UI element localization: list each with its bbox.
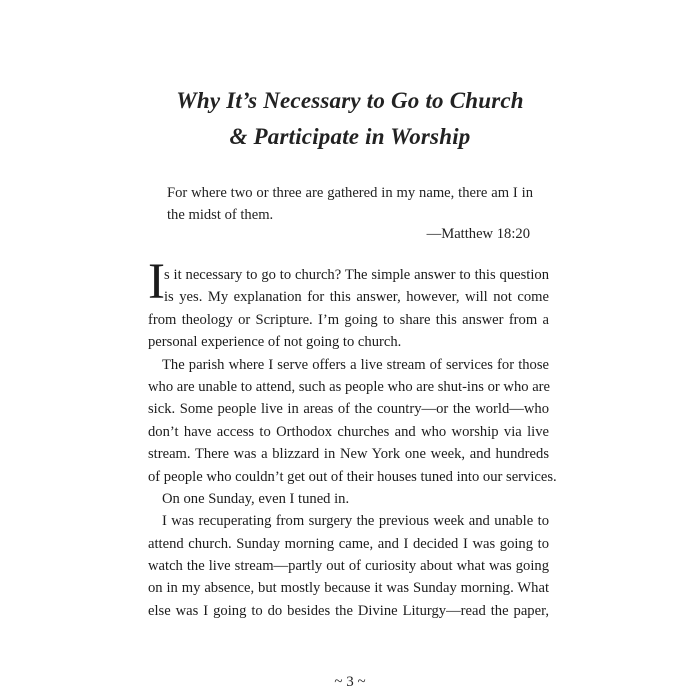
body-line: I was recuperating from surgery the previous week and unable to: [162, 513, 549, 530]
body-line: watch the live stream—partly out of curiosity about what was going: [148, 558, 549, 575]
body-line: attend church. Sunday morning came, and I decided I was going to: [148, 535, 549, 552]
body-line: don’t have access to Orthodox churches and who worship via live: [148, 423, 549, 440]
chapter-title-line-1: Why It’s Necessary to Go to Church: [176, 88, 524, 113]
drop-cap: I: [148, 254, 165, 310]
body-line: from theology or Scripture. I’m going to share this answer from a: [148, 311, 549, 328]
body-line: of people who couldn’t get out of their houses tuned into our services.: [148, 468, 557, 485]
chapter-title-line-2: & Participate in Worship: [229, 124, 471, 149]
body-line: is yes. My explanation for this answer, however, will not come: [164, 289, 549, 306]
body-line: personal experience of not going to church.: [148, 334, 402, 351]
body-line: sick. Some people live in areas of the country—or the world—who: [148, 401, 549, 418]
epigraph-attribution: —Matthew 18:20: [426, 226, 530, 242]
epigraph-line: For where two or three are gathered in my name, there am I in: [167, 185, 533, 201]
body-line: s it necessary to go to church? The simple answer to this question: [164, 267, 549, 283]
body-line: on in my absence, but mostly because it was Sunday morning. What: [148, 580, 549, 597]
body-line: On one Sunday, even I tuned in.: [162, 490, 350, 507]
body-line: else was I going to do besides the Divine Liturgy—read the paper,: [148, 602, 549, 619]
body-line: The parish where I serve offers a live stream of services for those: [162, 356, 549, 373]
body-text: [148, 264, 557, 622]
epigraph-quote: [167, 182, 533, 227]
body-line: who are unable to attend, such as people who are shut-ins or who are: [148, 378, 551, 395]
page-number: ~ 3 ~: [334, 674, 366, 690]
body-line: stream. There was a blizzard in New York one week, and hundreds: [148, 446, 549, 463]
epigraph-line: the midst of them.: [167, 207, 274, 224]
